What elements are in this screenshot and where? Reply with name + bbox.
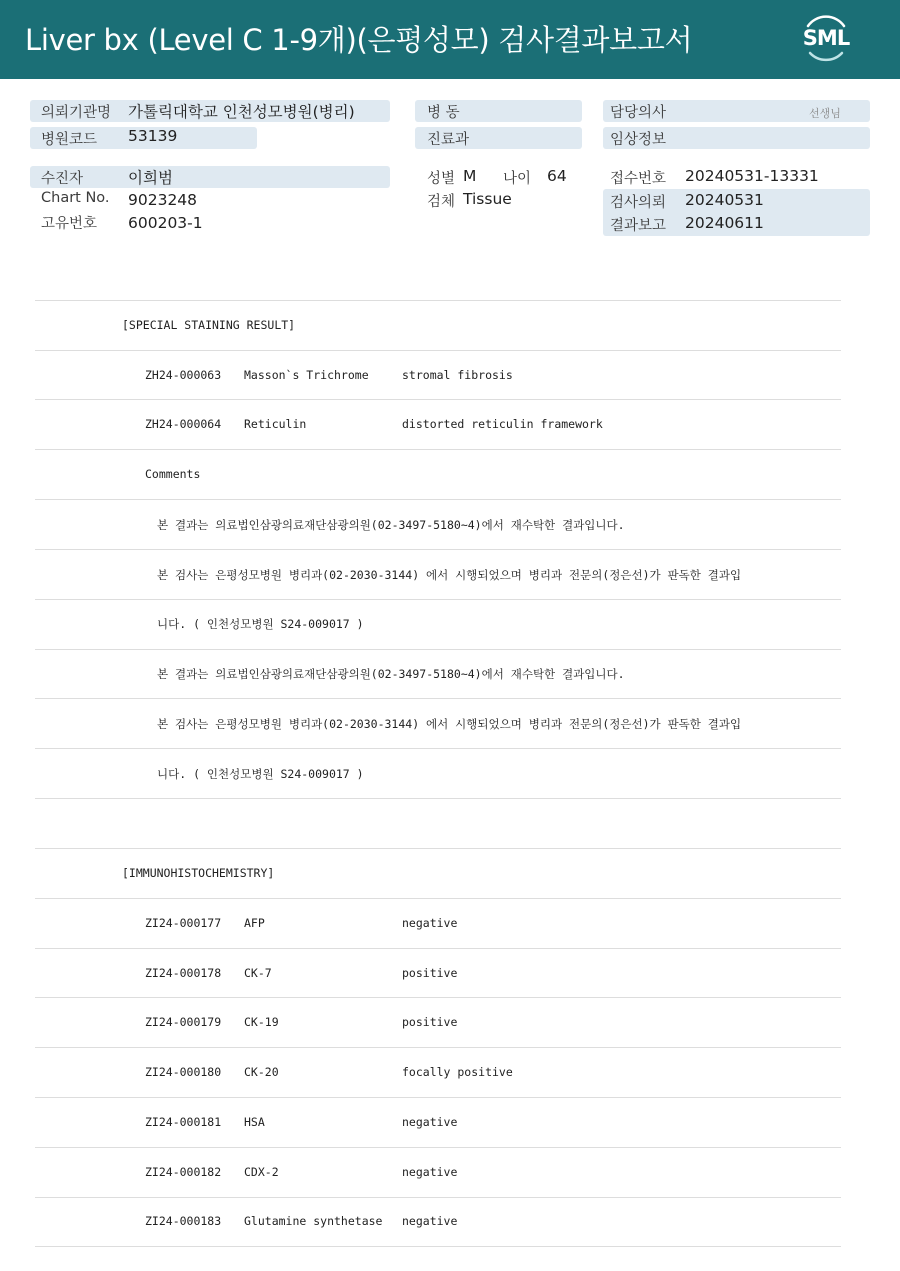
test-name: HSA: [244, 1115, 265, 1129]
age-value: 64: [547, 167, 567, 185]
ihc-heading: [IMMUNOHISTOCHEMISTRY]: [122, 866, 275, 880]
patient-box: [30, 166, 390, 188]
divider: [35, 350, 841, 351]
sex-value: M: [463, 167, 477, 185]
request-date-label: 검사의뢰: [610, 195, 667, 211]
comment-line: 본 검사는 은평성모병원 병리과(02-2030-3144) 에서 시행되었으며 병리과 전문의(정은선)가 판독한 결과입: [157, 568, 742, 582]
divider: [35, 997, 841, 998]
divider: [35, 399, 841, 400]
divider: [35, 449, 841, 450]
test-code: ZH24-000064: [145, 417, 222, 431]
divider: [35, 649, 841, 650]
clinical-info-label: 임상정보: [610, 132, 667, 148]
divider: [35, 1147, 841, 1148]
chart-value: 9023248: [128, 191, 198, 209]
divider: [35, 848, 841, 849]
report-header: [0, 0, 900, 79]
comment-line: 니다. ( 인천성모병원 S24-009017 ): [157, 767, 364, 781]
test-result: positive: [402, 1015, 458, 1029]
divider: [35, 948, 841, 949]
divider: [35, 748, 841, 749]
institution-label: 의뢰기관명: [41, 105, 112, 121]
test-result: negative: [402, 1214, 458, 1228]
test-code: ZI24-000181: [145, 1115, 222, 1129]
test-name: CDX-2: [244, 1165, 279, 1179]
receipt-label: 접수번호: [610, 171, 667, 187]
logo-text: SML: [802, 26, 850, 50]
test-code: ZI24-000180: [145, 1065, 222, 1079]
age-label: 나이: [503, 171, 532, 187]
sml-logo: [798, 12, 854, 66]
hospital-code-label: 병원코드: [41, 132, 98, 148]
divider: [35, 1097, 841, 1098]
divider: [35, 798, 841, 799]
request-date-value: 20240531: [685, 191, 764, 209]
patient-value: 이희범: [128, 169, 173, 187]
test-name: Glutamine synthetase: [244, 1214, 383, 1228]
test-code: ZI24-000178: [145, 966, 222, 980]
test-name: Masson`s Trichrome: [244, 368, 369, 382]
divider: [35, 1197, 841, 1198]
divider: [35, 698, 841, 699]
test-result: positive: [402, 966, 458, 980]
comment-line: 니다. ( 인천성모병원 S24-009017 ): [157, 617, 364, 631]
test-name: CK-7: [244, 966, 272, 980]
unique-id-value: 600203-1: [128, 214, 203, 232]
divider: [35, 898, 841, 899]
test-code: ZI24-000177: [145, 916, 222, 930]
test-code: ZI24-000183: [145, 1214, 222, 1228]
test-name: CK-19: [244, 1015, 279, 1029]
test-result: negative: [402, 916, 458, 930]
test-result: negative: [402, 1115, 458, 1129]
patient-label: 수진자: [41, 171, 84, 187]
hospital-code-value: 53139: [128, 127, 178, 145]
comment-line: 본 결과는 의료법인삼광의료재단삼광의원(02-3497-5180~4)에서 재수탁한 결과입니다.: [157, 518, 625, 532]
report-date-value: 20240611: [685, 214, 764, 232]
doctor-suffix: 선생님: [809, 107, 841, 120]
department-label: 진료과: [427, 132, 470, 148]
doctor-label: 담당의사: [610, 105, 667, 121]
institution-value: 가톨릭대학교 인천성모병원(병리): [128, 103, 355, 121]
divider: [35, 599, 841, 600]
comment-line: 본 검사는 은평성모병원 병리과(02-2030-3144) 에서 시행되었으며 병리과 전문의(정은선)가 판독한 결과입: [157, 717, 742, 731]
chart-label: Chart No.: [41, 190, 110, 206]
specimen-value: Tissue: [463, 190, 512, 208]
test-name: Reticulin: [244, 417, 307, 431]
divider: [35, 300, 841, 301]
comments-label: Comments: [145, 467, 201, 481]
ward-label: 병 동: [427, 105, 460, 121]
report-title: Liver bx (Level C 1-9개)(은평성모) 검사결과보고서: [25, 23, 693, 57]
unique-id-label: 고유번호: [41, 216, 98, 232]
comment-line: 본 결과는 의료법인삼광의료재단삼광의원(02-3497-5180~4)에서 재수탁한 결과입니다.: [157, 667, 625, 681]
sex-label: 성별: [427, 171, 456, 187]
test-result: stromal fibrosis: [402, 368, 513, 382]
divider: [35, 1047, 841, 1048]
divider: [35, 1246, 841, 1247]
test-code: ZH24-000063: [145, 368, 222, 382]
report-date-label: 결과보고: [610, 218, 667, 234]
specimen-label: 검체: [427, 194, 456, 210]
test-name: CK-20: [244, 1065, 279, 1079]
special-staining-heading: [SPECIAL STAINING RESULT]: [122, 318, 296, 332]
test-code: ZI24-000182: [145, 1165, 222, 1179]
test-result: focally positive: [402, 1065, 513, 1079]
test-code: ZI24-000179: [145, 1015, 222, 1029]
test-result: distorted reticulin framework: [402, 417, 603, 431]
divider: [35, 499, 841, 500]
divider: [35, 549, 841, 550]
receipt-value: 20240531-13331: [685, 167, 819, 185]
test-result: negative: [402, 1165, 458, 1179]
test-name: AFP: [244, 916, 265, 930]
